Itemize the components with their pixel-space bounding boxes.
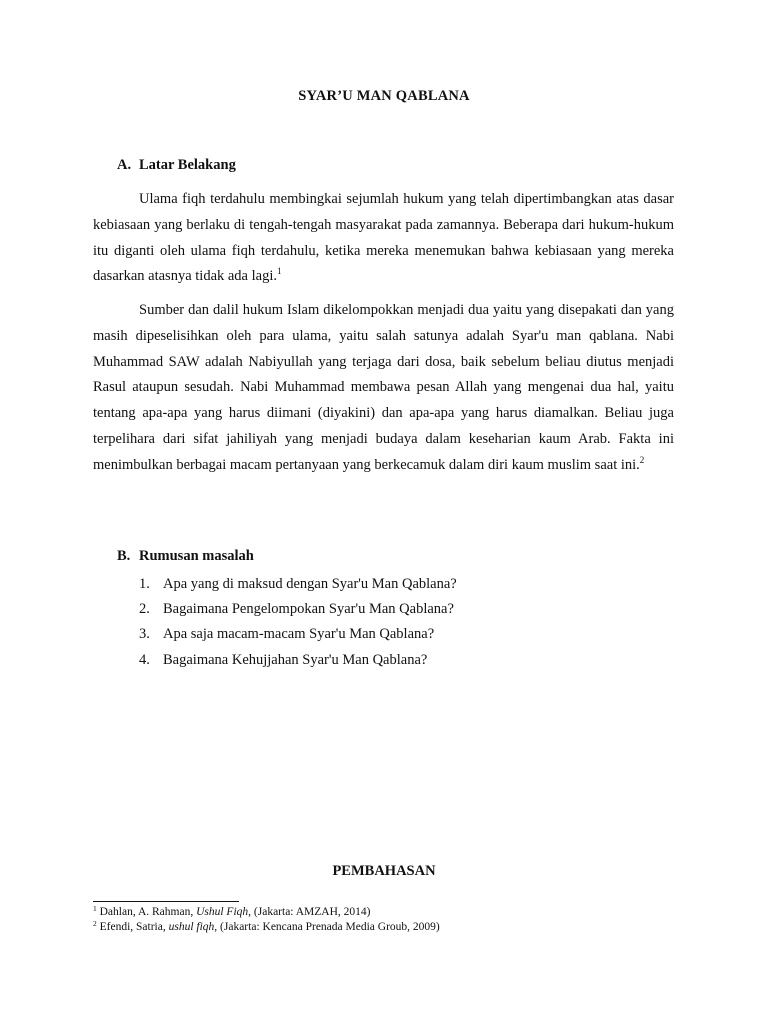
footnote-ref-1[interactable]: 1 [277, 266, 282, 277]
footnote-2-publisher: , (Jakarta: Kencana Prenada Media Groub, 2009) [214, 921, 440, 933]
footnote-2 [93, 920, 440, 935]
footnote-1-book-title: Ushul Fiqh [196, 906, 249, 918]
footnote-1-publisher: , (Jakarta: AMZAH, 2014) [248, 906, 371, 918]
section-a-marker: A. [117, 157, 132, 173]
footnote-1-number: 1 [93, 904, 97, 913]
footnote-2-number: 2 [93, 919, 97, 928]
footnote-ref-2[interactable]: 2 [639, 454, 645, 465]
footnote-1-author: Dahlan, A. Rahman, [96, 906, 197, 918]
list-item [139, 648, 457, 673]
list-item [139, 597, 457, 622]
list-item-number: 3. [139, 626, 150, 643]
list-item-text: Bagaimana Kehujjahan Syar'u Man Qablana? [163, 651, 428, 668]
section-b-title: Rumusan masalah [139, 548, 254, 564]
section-b-marker: B. [117, 548, 131, 564]
paragraph-1 [93, 187, 674, 290]
section-b-heading [117, 548, 254, 565]
list-item [139, 572, 457, 597]
problem-list [139, 572, 457, 673]
paragraph-1-text: Ulama fiqh terdahulu membingkai sejumlah hukum yang telah dipertimbangkan atas dasar kebiasaan yang berlaku di tengah-tengah masyarakat pada zamannya. Beberapa dari hukum-hukum itu diganti oleh ulama fiqh terdahulu, ketika mereka menemukan bahwa kebiasaan yang mereka dasarkan atasnya tidak ada lagi. [93, 191, 674, 285]
list-item-text: Apa yang di maksud dengan Syar'u Man Qablana? [163, 576, 457, 592]
list-item-number: 4. [139, 651, 150, 668]
paragraph-2-text: Sumber dan dalil hukum Islam dikelompokkan menjadi dua yaitu yang disepakati dan yang masih dipeselisihkan oleh para ulama, yaitu salah satunya adalah Syar'u man qablana. Nabi Muhammad SAW adalah Nabiyullah yang terjaga dari dosa, baik sebelum beliau diutus menjadi Rasul ataupun sesudah. Nabi Muhammad membawa pesan Allah yang mengenai dua hal, yaitu tentang apa-apa yang harus diimani (diyakini) dan apa-apa yang harus diamalkan. Beliau juga terpelihara dari sifat jahiliyah yang menjadi budaya dalam keseharian kaum Arab. Fakta ini menimbulkan berbagai macam pertanyaan yang berkecamuk dalam diri kaum muslim saat ini. [93, 302, 674, 473]
list-item-text: Bagaimana Pengelompokan Syar'u Man Qablana? [163, 601, 454, 618]
paragraph-2 [93, 298, 674, 479]
list-item [139, 622, 457, 647]
list-item-number: 2. [139, 601, 150, 618]
footnote-1 [93, 905, 440, 920]
section-a-heading [117, 157, 236, 174]
list-item-text: Apa saja macam-macam Syar'u Man Qablana? [163, 626, 435, 643]
footnotes [93, 905, 440, 935]
footnote-divider [93, 901, 239, 902]
pembahasan-heading: PEMBAHASAN [332, 863, 436, 879]
document-title: SYAR’U MAN QABLANA [298, 88, 470, 104]
list-item-number: 1. [139, 576, 150, 592]
footnote-2-author: Efendi, Satria, [96, 921, 169, 933]
section-a-title: Latar Belakang [139, 157, 236, 173]
footnote-2-book-title: ushul fiqh [168, 921, 215, 933]
